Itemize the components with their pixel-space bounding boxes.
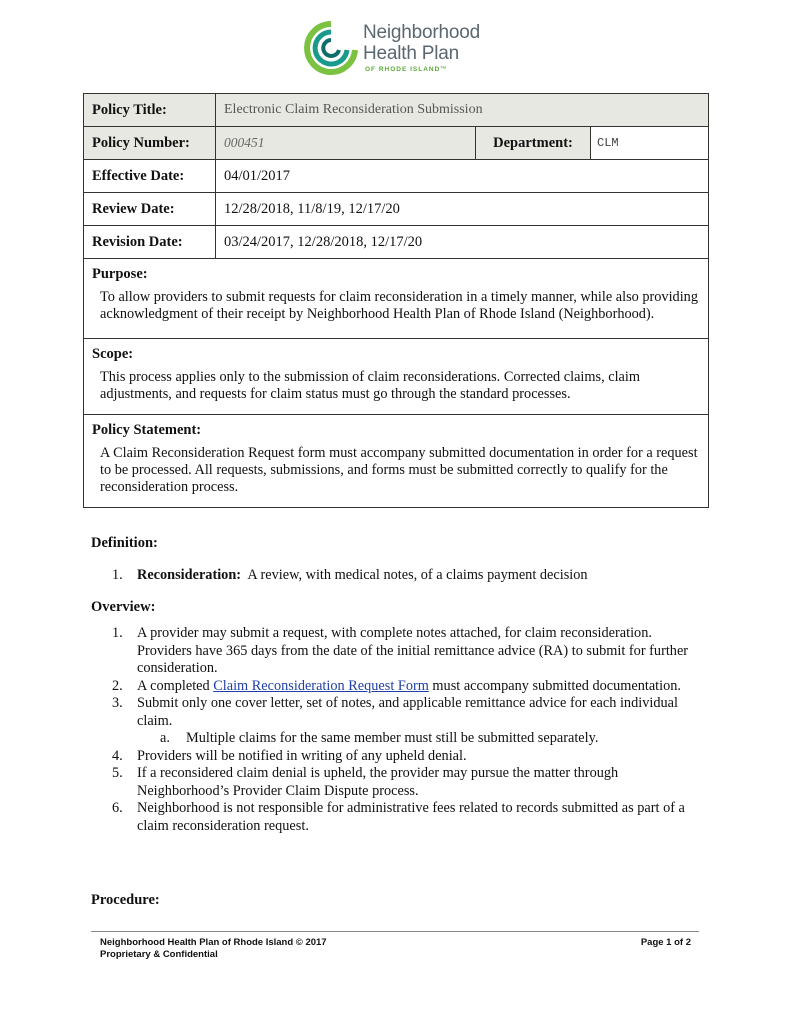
list-item-number: 4.: [112, 747, 123, 764]
revision-date-row: [84, 226, 708, 259]
department-value: CLM: [591, 127, 708, 159]
review-date-value: 12/28/2018, 11/8/19, 12/17/20: [224, 200, 400, 217]
list-item-number: 3.: [112, 695, 123, 711]
scope-text: This process applies only to the submission of claim reconsiderations. Corrected claims, claim adjustments, and requests for claim status must go through the standard processes.: [100, 369, 640, 402]
list-subitem: [112, 730, 702, 748]
policy-statement-section: [84, 415, 708, 508]
definition-heading: Definition:: [91, 535, 158, 551]
logo-name-line2: Health Plan: [363, 43, 460, 64]
revision-date-label: Revision Date:: [84, 226, 216, 258]
list-item: [112, 625, 702, 678]
list-item: [112, 800, 702, 835]
policy-title-value: Electronic Claim Reconsideration Submission: [224, 102, 483, 117]
overview-heading: Overview:: [91, 599, 156, 615]
policy-statement-heading: Policy Statement:: [92, 422, 202, 438]
list-item-number: 6.: [112, 800, 123, 816]
list-item-text: [137, 567, 702, 585]
policy-title-label: Policy Title:: [84, 94, 216, 126]
policy-number-label: Policy Number:: [84, 127, 216, 159]
definition-text: A review, with medical notes, of a claims payment decision: [241, 567, 588, 583]
definition-list: [112, 567, 702, 585]
review-date-row: [84, 193, 708, 226]
footer-left: [100, 937, 327, 961]
list-item-number: 5.: [112, 765, 123, 781]
purpose-text: To allow providers to submit requests for claim reconsideration in a timely manner, while also providing acknowledgment of their receipt by Neighborhood Health Plan of Rhode Island (Neighborhood).: [100, 289, 698, 322]
page-number: Page 1 of 2: [640, 937, 691, 948]
list-item-number: 1.: [112, 567, 123, 583]
department-label: Department:: [476, 127, 591, 159]
effective-date-label: Effective Date:: [84, 160, 216, 192]
logo-mark-icon: [303, 20, 361, 76]
list-item-text: Submit only one cover letter, set of notes, and applicable remittance advice for each individual claim.: [137, 695, 678, 729]
policy-info-table: [83, 93, 709, 508]
list-item: [112, 567, 702, 585]
list-item-number: 1.: [112, 625, 123, 641]
purpose-heading: Purpose:: [92, 266, 148, 282]
scope-heading: Scope:: [92, 346, 134, 362]
list-item-text-pre: A completed: [137, 677, 214, 694]
list-item-text-post: must accompany submitted documentation.: [428, 677, 681, 694]
footer-confidential: Proprietary & Confidential: [100, 949, 218, 960]
list-item-text: Neighborhood is not responsible for administrative fees related to records submitted as part of a claim reconsideration request.: [137, 800, 685, 834]
policy-number-row: [84, 127, 708, 160]
policy-statement-text: A Claim Reconsideration Request form must accompany submitted documentation in order for a request to be processed. All requests, submissions, and forms must be submitted correctly to qualify for the reconsideration process.: [100, 445, 698, 495]
list-item: [112, 678, 702, 696]
logo-name-line3: OF RHODE ISLAND™: [365, 66, 448, 73]
procedure-heading: Procedure:: [91, 892, 160, 908]
review-date-label: Review Date:: [84, 193, 216, 225]
list-item-number: 2.: [112, 677, 123, 694]
effective-date-value: 04/01/2017: [224, 167, 291, 184]
list-item-text: A provider may submit a request, with complete notes attached, for claim reconsideration. Providers have 365 days from the date of the initial remittance advice (RA) to submit for further consideration.: [137, 625, 689, 676]
list-item-text: If a reconsidered claim denial is upheld, the provider may pursue the matter through Neighborhood’s Provider Claim Dispute process.: [137, 765, 619, 799]
logo-name-line1: Neighborhood: [363, 22, 480, 43]
list-item: [112, 765, 702, 800]
list-item: [112, 748, 702, 766]
policy-title-row: [84, 94, 708, 127]
revision-date-value: 03/24/2017, 12/28/2018, 12/17/20: [224, 233, 423, 250]
effective-date-row: [84, 160, 708, 193]
footer-copyright: Neighborhood Health Plan of Rhode Island © 2017: [100, 937, 327, 948]
scope-section: [84, 339, 708, 415]
purpose-section: [84, 259, 708, 339]
policy-number-value: 000451: [216, 127, 476, 159]
list-item: [112, 695, 702, 730]
list-item-text: [137, 678, 702, 696]
definition-term: Reconsideration:: [137, 567, 242, 583]
company-logo: [303, 20, 503, 80]
claim-reconsideration-form-link[interactable]: Claim Reconsideration Request Form: [213, 677, 429, 694]
list-subitem-letter: a.: [160, 730, 170, 746]
footer-divider: [91, 931, 699, 932]
list-item-text: Providers will be notified in writing of any upheld denial.: [137, 747, 467, 764]
overview-list: [112, 625, 702, 835]
list-subitem-text: Multiple claims for the same member must still be submitted separately.: [186, 730, 599, 746]
